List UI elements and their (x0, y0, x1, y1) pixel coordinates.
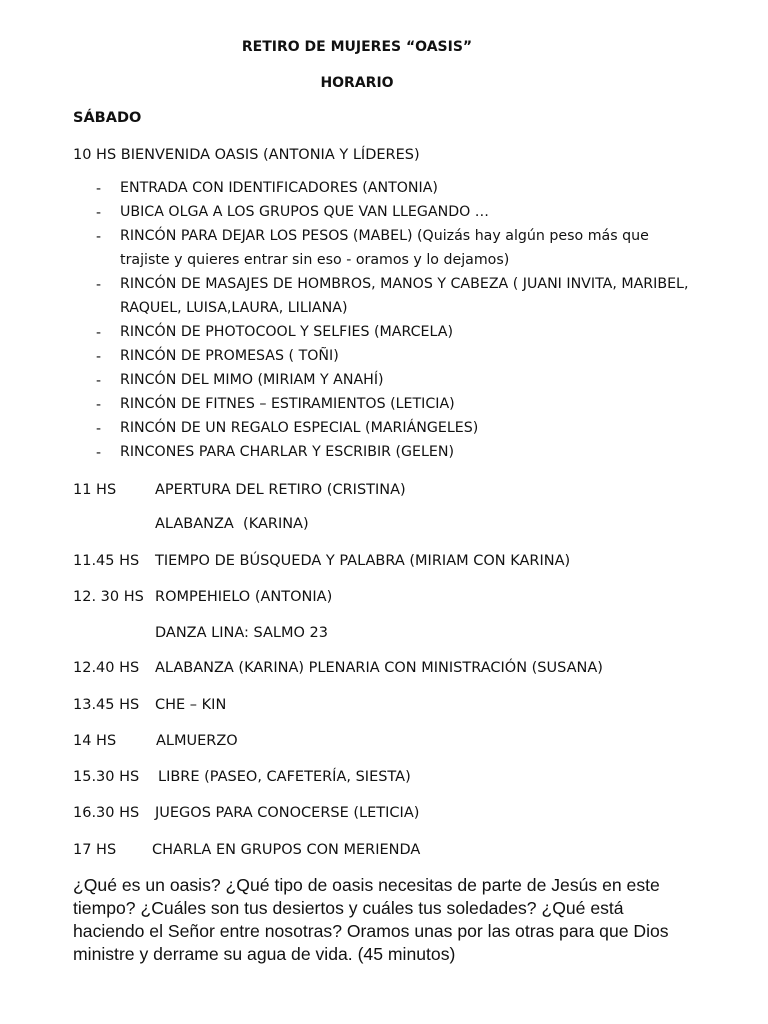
schedule-activity: DANZA LINA: SALMO 23 (155, 625, 328, 641)
schedule-time: 16.30 HS (73, 805, 140, 821)
schedule-activity: ROMPEHIELO (ANTONIA) (155, 589, 333, 605)
day-heading: SÁBADO (73, 110, 142, 126)
list-dash: - (96, 373, 102, 389)
list-item: RINCÓN DE UN REGALO ESPECIAL (MARIÁNGELES) (120, 420, 479, 436)
list-dash: - (96, 277, 102, 293)
schedule-activity: CHARLA EN GRUPOS CON MERIENDA (152, 842, 421, 858)
schedule-activity: LIBRE (PASEO, CAFETERÍA, SIESTA) (158, 769, 411, 785)
list-item: RINCONES PARA CHARLAR Y ESCRIBIR (GELEN) (120, 444, 455, 460)
list-item: UBICA OLGA A LOS GRUPOS QUE VAN LLEGANDO … (120, 204, 489, 220)
schedule-time: 12. 30 HS (73, 589, 144, 605)
schedule-activity: JUEGOS PARA CONOCERSE (LETICIA) (155, 805, 420, 821)
schedule-activity: TIEMPO DE BÚSQUEDA Y PALABRA (MIRIAM CON KARINA) (155, 553, 571, 569)
list-item: RINCÓN DE FITNES – ESTIRAMIENTOS (LETICIA) (120, 396, 455, 412)
schedule-time: 11 HS (73, 482, 117, 498)
list-dash: - (96, 421, 102, 437)
schedule-time: 12.40 HS (73, 660, 140, 676)
schedule-time: 17 HS (73, 842, 117, 858)
list-dash: - (96, 349, 102, 365)
schedule-time: 14 HS (73, 733, 117, 749)
closing-paragraph: ¿Qué es un oasis? ¿Qué tipo de oasis necesitas de parte de Jesús en este tiempo? ¿Cuáles son tus desiertos y cuáles tus soledades? ¿Qué está haciendo el Señor entre nosotras? Oramos unas por las otras para que Dios ministre y derrame su agua de vida. (45 minutos) (73, 875, 669, 964)
list-dash: - (96, 445, 102, 461)
schedule-time: 11.45 HS (73, 553, 140, 569)
list-item: RINCÓN DEL MIMO (MIRIAM Y ANAHÍ) (120, 372, 384, 388)
schedule-activity: APERTURA DEL RETIRO (CRISTINA) (155, 482, 406, 498)
list-item: RINCÓN DE MASAJES DE HOMBROS, MANOS Y CABEZA ( JUANI INVITA, MARIBEL, RAQUEL, LUISA,LAURA, LILIANA) (120, 276, 689, 316)
welcome-entry: 10 HS BIENVENIDA OASIS (ANTONIA Y LÍDERES) (73, 147, 420, 163)
schedule-activity: ALABANZA (KARINA) PLENARIA CON MINISTRACIÓN (SUSANA) (155, 660, 603, 676)
list-item: ENTRADA CON IDENTIFICADORES (ANTONIA) (120, 180, 438, 196)
list-dash: - (96, 181, 102, 197)
list-dash: - (96, 325, 102, 341)
list-dash: - (96, 229, 102, 245)
list-item: RINCÓN DE PHOTOCOOL Y SELFIES (MARCELA) (120, 324, 453, 340)
schedule-time: 13.45 HS (73, 697, 140, 713)
list-item: RINCÓN DE PROMESAS ( TOÑI) (120, 348, 339, 364)
list-item: RINCÓN PARA DEJAR LOS PESOS (MABEL) (Quizás hay algún peso más que trajiste y quieres entrar sin eso - oramos y lo dejamos) (120, 228, 649, 268)
list-dash: - (96, 397, 102, 413)
schedule-activity: CHE – KIN (155, 697, 227, 713)
schedule-time: 15.30 HS (73, 769, 140, 785)
schedule-activity: ALABANZA (KARINA) (155, 516, 309, 532)
document-subtitle: HORARIO (320, 75, 394, 91)
document-title: RETIRO DE MUJERES “OASIS” (241, 39, 473, 55)
list-dash: - (96, 205, 102, 221)
schedule-activity: ALMUERZO (156, 733, 238, 749)
